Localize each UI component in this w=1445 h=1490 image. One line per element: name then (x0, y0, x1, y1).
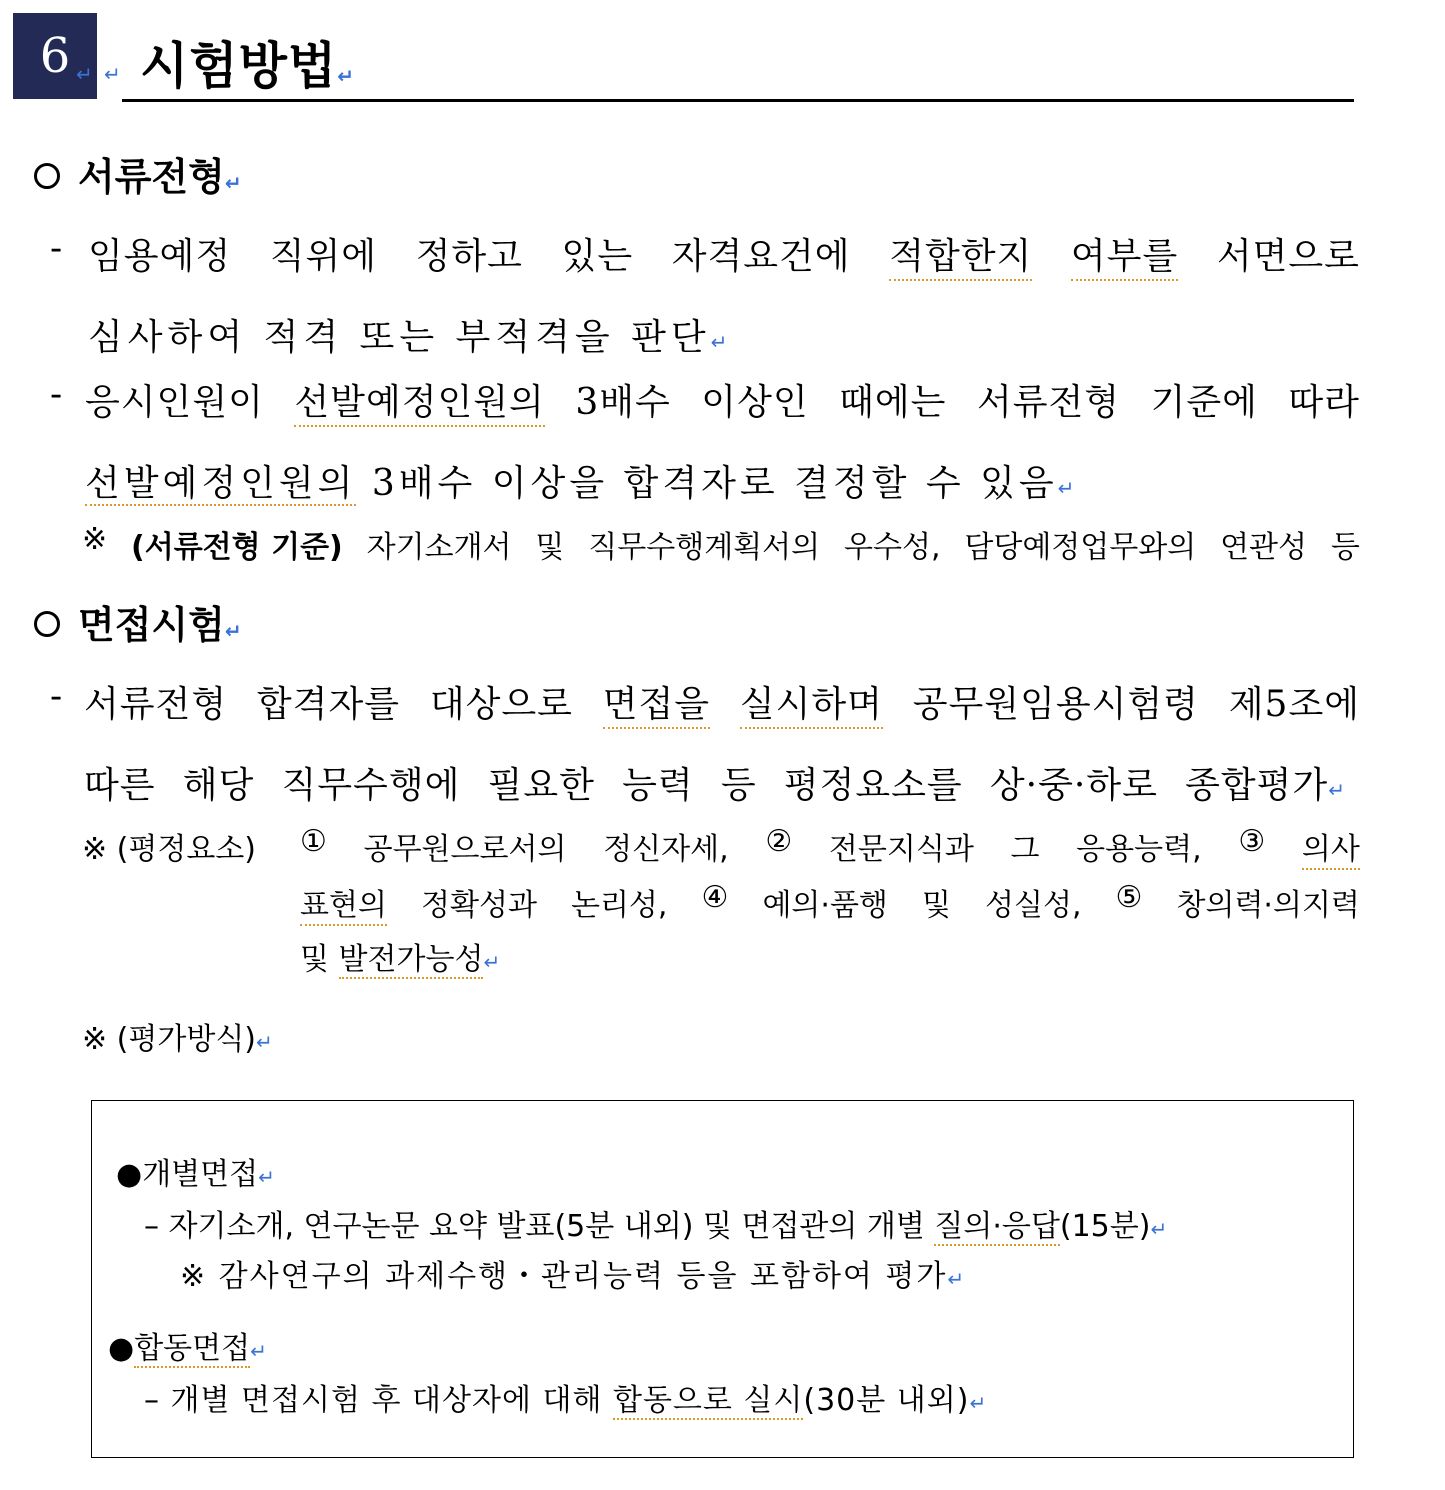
individual-interview-note: ※ 감사연구의 과제수행・관리능력 등을 포함하여 평가↵ (180, 1259, 967, 1294)
word: 그 (1010, 832, 1040, 867)
word: 필요한 (487, 765, 595, 806)
interview-para-line-2 (84, 757, 1360, 808)
doc-para-2-line-2: 선발예정인원의 3배수 이상을 합격자로 결정할 수 있음↵ (85, 463, 1079, 504)
doc-para-1-line-1 (88, 228, 1360, 281)
word: 전문지식과 (828, 832, 974, 867)
word: 우수성, (844, 530, 941, 565)
criteria-line-2 (300, 880, 1360, 926)
word: 평정요소를 (783, 765, 963, 806)
word: 등 (720, 765, 757, 806)
doc-para-2: - 응시인원이 선발예정인원의 3배수 이상인 때에는 서류전형 기준에 따라 선발예정인원의 3배수 이상을 합격자로 결정할 수 있음↵ (50, 374, 1360, 504)
word: 합격자를 (256, 684, 401, 725)
section-number: 6 (39, 28, 71, 84)
word: 등 (1330, 530, 1360, 565)
word: 대상으로 (429, 684, 573, 725)
word: 따른 (84, 765, 156, 806)
heading-interview: 면접시험↵ (34, 594, 242, 649)
word: 성실성, (985, 888, 1082, 923)
word: 서류전형 (84, 684, 228, 725)
word: 직무수행에 (281, 765, 461, 806)
word: 서류전형 (976, 382, 1121, 423)
word: 때에는 (839, 382, 947, 423)
circle-bullet-icon (34, 163, 60, 189)
joint-interview-detail: – 개별 면접시험 후 대상자에 대해 합동으로 실시(30분 내외)↵ (144, 1383, 988, 1418)
word: 임용예정 (88, 236, 232, 277)
word: 여부를 (1071, 228, 1178, 281)
word: 정확성과 (421, 888, 537, 923)
word: 창의력·의지력 (1176, 888, 1360, 923)
doc-para-1: - 임용예정 직위에 정하고 있는 자격요건에 적합한지 여부를 서면으로 심사하여 적격 또는 부적격을 판단↵ (50, 228, 1360, 358)
title-underline (122, 99, 1354, 102)
word: ⑤ (1115, 880, 1143, 915)
word: 3배수 (575, 382, 671, 423)
doc-para-1-line-2: 심사하여 적격 또는 부적격을 판단↵ (88, 317, 733, 358)
return-mark-icon: ↵ (76, 62, 93, 86)
word: 직위에 (269, 236, 378, 277)
word: 응용능력, (1076, 832, 1202, 867)
word: ④ (701, 880, 729, 915)
word: 논리성, (570, 888, 668, 923)
doc-screening-criteria-note: ※ (서류전형 기준) 자기소개서 및 직무수행계획서의 우수성, 담당예정업무와의 연관성 등 (82, 522, 1360, 565)
individual-interview-item: ●개별면접↵ (116, 1157, 275, 1192)
word: 상·중·하로 (989, 765, 1158, 806)
word: 정하고 (415, 236, 523, 277)
criteria-line-3: 및 발전가능성↵ (300, 942, 501, 977)
word: 응시인원이 (85, 382, 264, 423)
word: 및 (535, 530, 565, 565)
word: 적합한지 (889, 228, 1032, 281)
word: 해당 (182, 765, 255, 806)
word: ③ (1238, 824, 1266, 859)
joint-interview-item: ●합동면접↵ (108, 1331, 267, 1366)
word: 연관성 (1220, 530, 1308, 565)
criteria-label: ※ (평정요소) (82, 832, 257, 867)
word: 직무수행계획서의 (588, 530, 821, 565)
word: 정신자세, (603, 832, 729, 867)
word: ① (300, 824, 327, 859)
bullet-dot-icon: ● (108, 1331, 135, 1366)
word: 서면으로 (1216, 236, 1360, 277)
interview-para: - 서류전형 합격자를 대상으로 면접을 실시하며 공무원임용시험령 제5조에 따른 해당 직무수행에 필요한 능력 등 평정요소를 상·중·하로 종합평가↵ (50, 676, 1360, 806)
word: 기준에 (1150, 382, 1258, 423)
word: 제5조에 (1228, 684, 1360, 725)
word: ② (765, 824, 793, 859)
heading-document-screening: 서류전형↵ (34, 146, 242, 201)
word: 이상인 (701, 382, 809, 423)
bullet-dot-icon: ● (116, 1157, 143, 1192)
word: 있는 (561, 236, 634, 277)
word: 공무원으로서의 (363, 832, 567, 867)
word: 실시하며 (740, 676, 883, 729)
word: 면접을 (603, 676, 710, 729)
word: 자격요건에 (671, 236, 851, 277)
word: 및 (921, 888, 951, 923)
interview-para-line-1 (84, 676, 1360, 729)
word: 공무원임용시험령 (912, 684, 1199, 725)
word: 능력 (622, 765, 694, 806)
word: 종합평가↵ (1185, 765, 1346, 806)
section-number-badge (13, 13, 97, 99)
doc-para-2-line-1 (85, 374, 1360, 427)
circle-bullet-icon (34, 611, 60, 637)
word: 자기소개서 (366, 530, 512, 565)
individual-interview-detail: – 자기소개, 연구논문 요약 발표(5분 내외) 및 면접관의 개별 질의·응답(15분)↵ (144, 1209, 1168, 1244)
evaluation-method-label: ※ (평가방식)↵ (82, 1022, 273, 1057)
word: 담당예정업무와의 (964, 530, 1197, 565)
word: 표현의 (300, 880, 387, 926)
word: 따라 (1288, 382, 1360, 423)
word: 선발예정인원의 (294, 374, 544, 427)
criteria-line-1 (300, 824, 1360, 870)
word: 예의·품행 (762, 888, 888, 923)
interview-method-box (91, 1100, 1354, 1458)
return-mark-icon: ↵ (104, 62, 121, 86)
section-title: 시험방법↵ (140, 37, 355, 95)
word: 의사 (1302, 824, 1360, 870)
